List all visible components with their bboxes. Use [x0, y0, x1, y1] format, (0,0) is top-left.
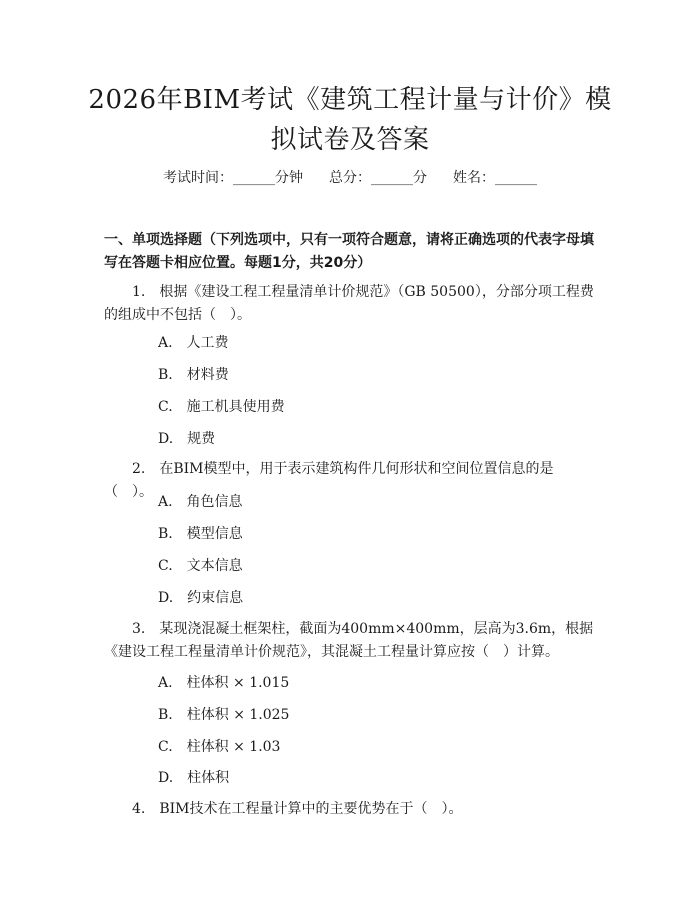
q1-option-d: D. 规费	[158, 431, 216, 447]
q3-option-c: C. 柱体积 × 1.03	[158, 739, 281, 755]
q3-option-b: B. 柱体积 × 1.025	[158, 707, 290, 723]
q2-option-a: A. 角色信息	[158, 494, 243, 510]
q3-option-d: D. 柱体积	[158, 770, 230, 786]
q2-option-d: D. 约束信息	[158, 590, 244, 606]
exam-time-field: 考试时间：______分钟	[163, 170, 303, 186]
exam-meta	[0, 168, 700, 188]
page-title: 2026年BIM考试《建筑工程计量与计价》模拟试卷及答案	[88, 85, 612, 155]
question-1: 1. 根据《建设工程工程量清单计价规范》（GB 50500），分部分项工程费的组成中不包括（ ）。	[104, 284, 594, 323]
section-heading: 一、单项选择题（下列选项中，只有一项符合题意，请将正确选项的代表字母填写在答题卡相应位置。每题1分，共20分）	[104, 232, 594, 271]
question-3: 3. 某现浇混凝土框架柱，截面为400mm×400mm，层高为3.6m，根据《建设工程工程量清单计价规范》，其混凝土工程量计算应按（ ）计算。	[104, 621, 594, 660]
q1-option-c: C. 施工机具使用费	[158, 399, 285, 415]
q1-option-a: A. 人工费	[158, 335, 229, 351]
q2-option-c: C. 文本信息	[158, 558, 243, 574]
question-2: 2. 在BIM模型中，用于表示建筑构件几何形状和空间位置信息的是（ ）。	[104, 461, 554, 500]
q2-option-b: B. 模型信息	[158, 526, 243, 542]
q3-option-a: A. 柱体积 × 1.015	[158, 675, 290, 691]
name-field: 姓名：______	[453, 170, 537, 186]
total-score-field: 总分：______分	[329, 170, 427, 186]
q1-option-b: B. 材料费	[158, 367, 229, 383]
question-4: 4. BIM技术在工程量计算中的主要优势在于（ ）。	[132, 801, 463, 817]
